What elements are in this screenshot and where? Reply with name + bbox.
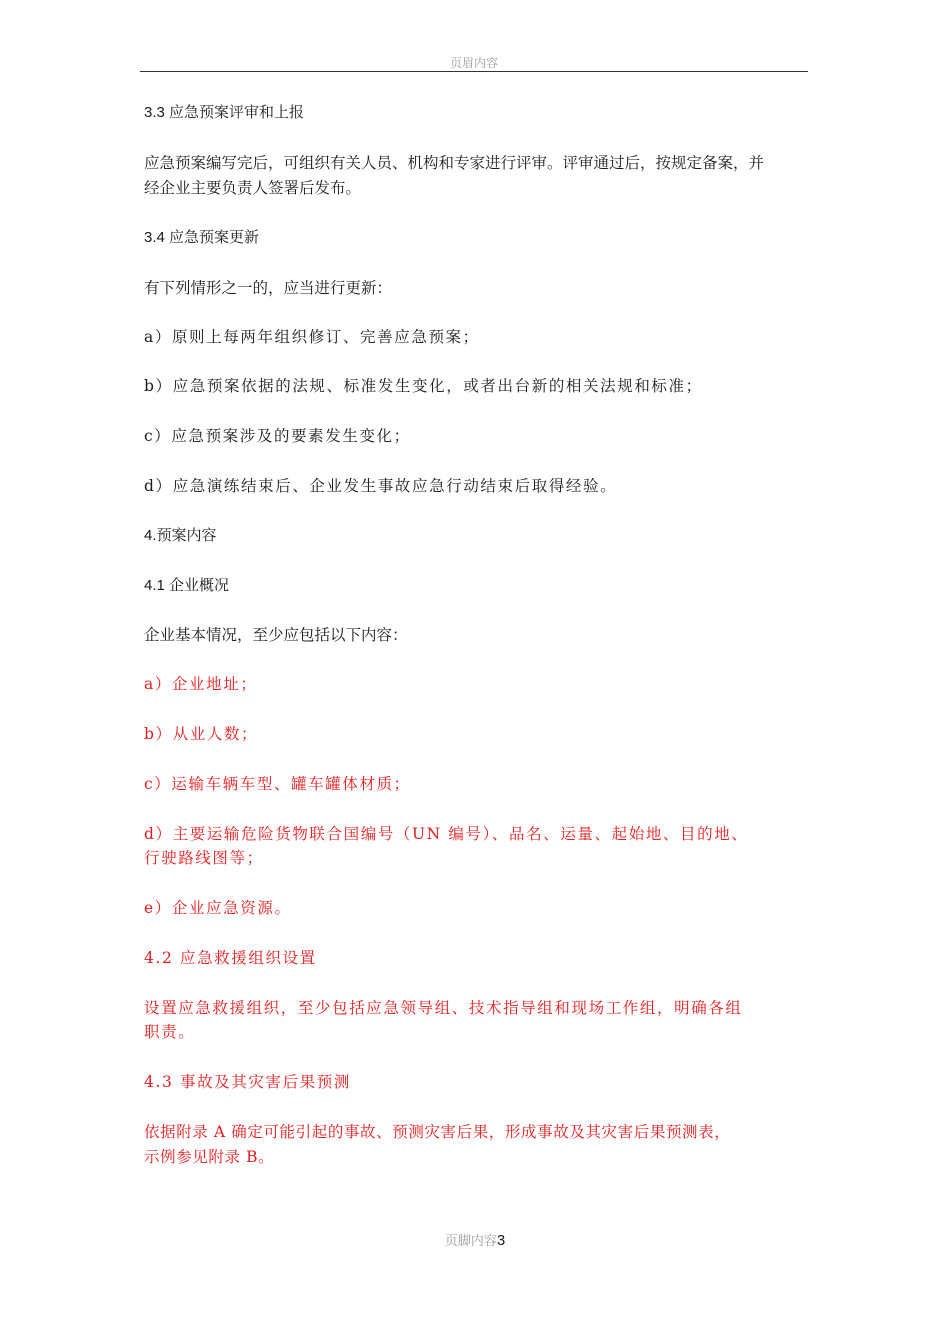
paragraph-3-4: 有下列情形之一的，应当进行更新： <box>144 279 393 297</box>
section-heading-4-3: 4.3 事故及其灾害后果预测 <box>144 1073 351 1091</box>
page-header <box>140 56 808 72</box>
red-item-e: e）企业应急资源。 <box>144 899 292 917</box>
section-heading-3-4: 3.4 应急预案更新 <box>144 229 260 246</box>
paragraph-4-1: 企业基本情况，至少应包括以下内容： <box>144 626 408 644</box>
red-item-a: a）企业地址； <box>144 675 258 693</box>
page-footer <box>0 1232 950 1251</box>
red-item-d-line-2: 行驶路线图等； <box>144 849 264 867</box>
list-item-a: a）原则上每两年组织修订、完善应急预案； <box>144 328 480 346</box>
section-heading-3-3: 3.3 应急预案评审和上报 <box>144 104 305 121</box>
paragraph-3-3-line-2: 经企业主要负责人签署后发布。 <box>144 179 362 197</box>
paragraph-4-3-line-2: 示例参见附录 B。 <box>144 1148 275 1166</box>
list-item-b: b）应急预案依据的法规、标准发生变化，或者出台新的相关法规和标准； <box>144 377 703 395</box>
section-heading-4: 4.预案内容 <box>144 527 217 544</box>
page-number: 3 <box>496 1232 506 1249</box>
page-header-text: 页眉内容 <box>449 56 498 70</box>
red-item-b: b）从业人数； <box>144 725 259 743</box>
section-heading-4-2: 4.2 应急救援组织设置 <box>144 949 317 967</box>
paragraph-4-3-line-1: 依据附录 A 确定可能引起的事故、预测灾害后果，形成事故及其灾害后果预测表， <box>144 1123 731 1141</box>
page-footer-text: 页脚内容 <box>444 1234 497 1249</box>
paragraph-4-2-line-2: 职责。 <box>144 1023 196 1041</box>
red-item-d-line-1: d）主要运输危险货物联合国编号（UN 编号）、品名、运量、起始地、目的地、 <box>144 825 749 843</box>
section-heading-4-1: 4.1 企业概况 <box>144 577 230 594</box>
paragraph-3-3-line-1: 应急预案编写完后，可组织有关人员、机构和专家进行评审。评审通过后，按规定备案，并 <box>144 154 765 172</box>
red-item-c: c）运输车辆车型、罐车罐体材质； <box>144 775 411 793</box>
list-item-d: d）应急演练结束后、企业发生事故应急行动结束后取得经验。 <box>144 477 618 495</box>
list-item-c: c）应急预案涉及的要素发生变化； <box>144 427 411 445</box>
paragraph-4-2-line-1: 设置应急救援组织，至少包括应急领导组、技术指导组和现场工作组，明确各组 <box>144 999 743 1017</box>
